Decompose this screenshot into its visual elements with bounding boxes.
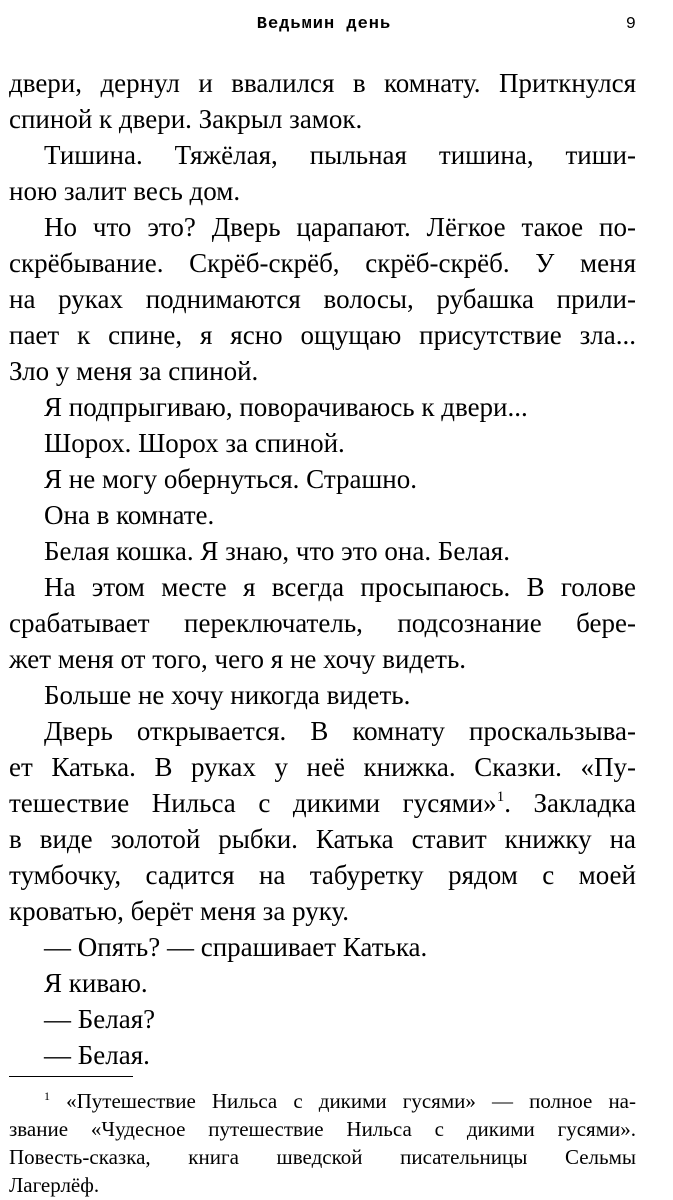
footnotes [9, 1087, 636, 1199]
text-line: пает к спине, я ясно ощущаю присутствие зла... [9, 320, 636, 350]
dialogue-line: — Белая? [44, 1004, 156, 1034]
text-line: на руках поднимаются волосы, рубашка прили- [9, 284, 636, 314]
running-head [0, 12, 673, 38]
running-title: Ведьмин день [256, 15, 392, 34]
text-line: Я не могу обернуться. Страшно. [44, 464, 417, 494]
text-line: тумбочку, садится на табуретку рядом с моей [9, 860, 636, 890]
text-line: Я киваю. [44, 968, 148, 998]
text-line [9, 785, 636, 821]
text-line: в виде золотой рыбки. Катька ставит книжку на [9, 824, 636, 854]
text-line: спиной к двери. Закрыл замок. [9, 104, 363, 134]
text-line: Больше не хочу никогда видеть. [44, 680, 411, 710]
footnote-line: звание «Чудесное путешествие Нильса с дикими гусями». [9, 1117, 636, 1141]
text-line: Зло у меня за спиной. [9, 356, 259, 386]
dialogue-line: — Белая. [44, 1040, 150, 1070]
footnote-text: «Путешествие Нильса с дикими гусями» — полное на- [66, 1089, 636, 1113]
text-line: Она в комнате. [44, 500, 215, 530]
body-text [9, 65, 636, 1073]
text-line: скрёбывание. Скрёб-скрёб, скрёб-скрёб. У меня [9, 248, 636, 278]
text-line: кроватью, берёт меня за руку. [9, 896, 349, 926]
footnote-reference: 1 [496, 789, 505, 805]
footnote-divider [9, 1076, 133, 1077]
text-line: двери, дернул и ввалился в комнату. Приткнулся [9, 68, 636, 98]
text-line: Дверь открывается. В комнату проскальзыва- [44, 716, 636, 746]
page-number: 9 [625, 15, 636, 34]
text-line: Шорох. Шорох за спиной. [44, 428, 345, 458]
footnote-line: Лагерлёф. [9, 1173, 100, 1197]
text-line: Я подпрыгиваю, поворачиваюсь к двери... [44, 392, 528, 422]
footnote-marker: 1 [44, 1089, 50, 1103]
text-line-part: . Закладка [504, 788, 636, 818]
text-line: ною залит весь дом. [9, 176, 241, 206]
text-line: срабатывает переключатель, подсознание бере- [9, 608, 636, 638]
footnote-line [9, 1087, 636, 1115]
text-line: На этом месте я всегда просыпаюсь. В голове [44, 572, 636, 602]
text-line: жет меня от того, чего я не хочу видеть. [9, 644, 467, 674]
text-line: Белая кошка. Я знаю, что это она. Белая. [44, 536, 510, 566]
text-line: Но что это? Дверь царапают. Лёгкое такое по- [44, 212, 636, 242]
dialogue-line: — Опять? — спрашивает Катька. [44, 932, 428, 962]
text-line: Тишина. Тяжёлая, пыльная тишина, тиши- [44, 140, 636, 170]
text-line-part: тешествие Нильса с дикими гусями» [9, 788, 497, 818]
footnote-line: Повесть-сказка, книга шведской писательницы Сельмы [9, 1145, 636, 1169]
text-line: ет Катька. В руках у неё книжка. Сказки. «Пу- [9, 752, 636, 782]
